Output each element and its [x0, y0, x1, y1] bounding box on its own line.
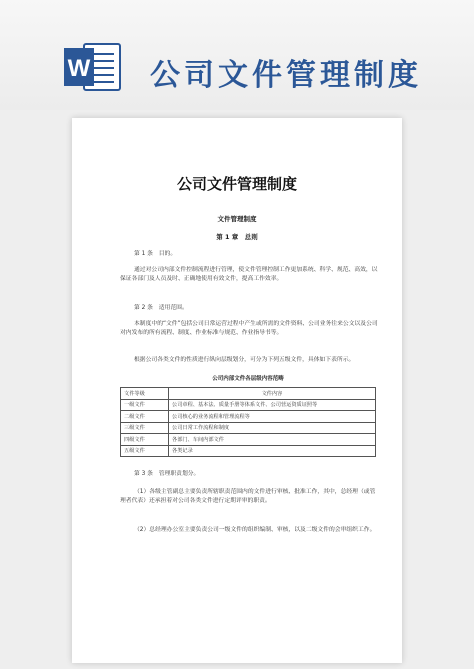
article-2-text-2: 根据公司各类文件的性质进行纵向层级划分，可分为下列五级文件，具体如下表所示。 [134, 357, 355, 363]
table-row [121, 411, 376, 423]
document-subtitle: 文件管理制度 [217, 215, 257, 223]
cell-level: 三级文件 [121, 422, 169, 434]
document-title: 公司文件管理制度 [176, 175, 297, 193]
header-banner [0, 0, 474, 110]
article-1-text: 通过对公司内部文件控制流程进行管理，使文件管理控制工作更加系统、科学、规范、高效，以保证各部门及人员及时、正确地使用有效文件，提高工作效率。 [120, 267, 378, 282]
table-caption: 公司内部文件各层级内容范畴 [212, 376, 284, 382]
document-page [72, 118, 402, 663]
table-row [121, 422, 376, 434]
header-file-level: 文件等级 [121, 388, 169, 400]
article-2-text: 本制度中的“文件”包括公司日常运营过程中产生或所需的文件资料、公司业务往来公文以及公司对内发布的所有流程、制度、作业标准与规范、作业指导书等。 [120, 321, 378, 336]
cell-content: 公司日常工作流程和制度 [169, 422, 376, 434]
word-logo-icon [62, 40, 122, 94]
banner-title: 公司文件管理制度 [150, 58, 422, 93]
chapter-heading: 第 1 章 总则 [216, 233, 258, 241]
article-2-heading: 第 2 条 适用范围。 [134, 305, 188, 311]
article-3-item-2: （2）总经理办公室主要负责公司一级文件的组织编制、审核，以及二级文件的会审组织工作。 [134, 527, 376, 533]
word-logo-letter: W [67, 55, 91, 82]
cell-content: 各部门、车间内部文件 [169, 434, 376, 446]
cell-level: 一级文件 [121, 399, 169, 411]
header-file-content: 文件内容 [169, 388, 376, 400]
table-row [121, 445, 376, 457]
file-levels-table [120, 387, 376, 457]
table-row [121, 434, 376, 446]
article-1-heading: 第 1 条 目的。 [134, 251, 177, 257]
table-header-row [121, 388, 376, 400]
cell-content: 各类记录 [169, 445, 376, 457]
table-row [121, 399, 376, 411]
cell-level: 五级文件 [121, 445, 169, 457]
cell-level: 四级文件 [121, 434, 169, 446]
cell-content: 公司核心的业务流程和管理流程等 [169, 411, 376, 423]
article-3-heading: 第 3 条 管理职责划分。 [134, 471, 200, 477]
cell-level: 二级文件 [121, 411, 169, 423]
cell-content: 公司章程、基本法、质量手册等体系文件、公司营运资质证照等 [169, 399, 376, 411]
article-3-item-1: （1）各级主管副总主要负责所辖职责范围内的文件进行审核、批准工作，其中，总经理（或管理者代表）还承担着对公司各类文件进行定期评审的职责。 [120, 489, 376, 504]
